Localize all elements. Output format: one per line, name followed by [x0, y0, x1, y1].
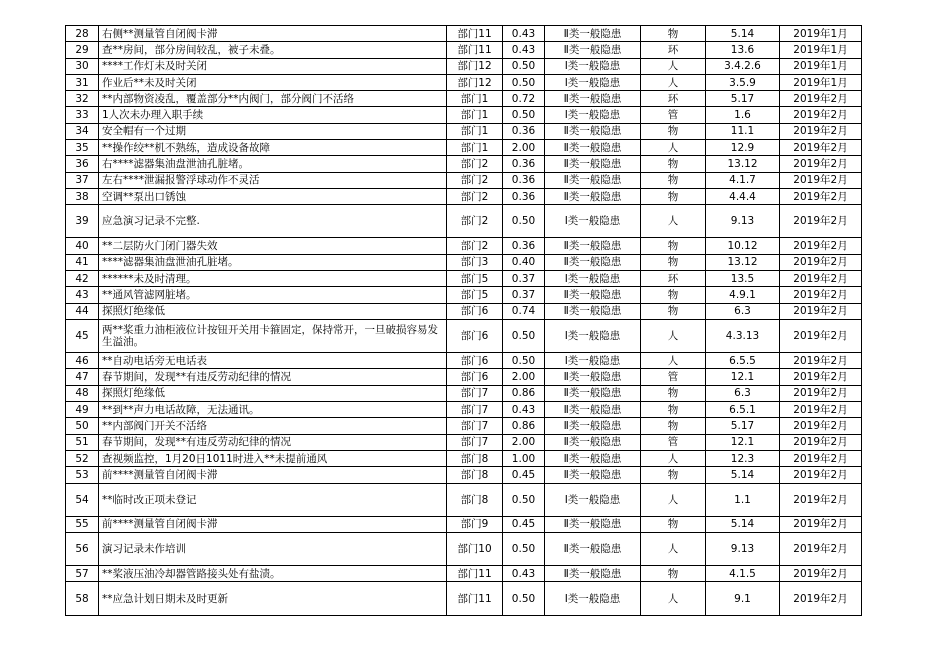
- score[interactable]: 0.74: [503, 303, 545, 319]
- table-row: [66, 91, 862, 107]
- row-number[interactable]: 37: [66, 172, 99, 188]
- hazard-description[interactable]: 空调**泵出口锈蚀: [99, 188, 447, 204]
- hazard-type[interactable]: 人: [641, 58, 706, 74]
- hazard-level[interactable]: Ⅱ类一般隐患: [545, 516, 641, 532]
- hazard-description[interactable]: 前****测量管自闭阀卡滞: [99, 467, 447, 483]
- score[interactable]: 0.50: [503, 205, 545, 238]
- department[interactable]: 部门9: [447, 516, 503, 532]
- hazard-table-body: [66, 26, 862, 616]
- hazard-description[interactable]: ******未及时清理。: [99, 271, 447, 287]
- clause-number[interactable]: 4.1.7: [706, 172, 780, 188]
- hazard-type[interactable]: 物: [641, 402, 706, 418]
- clause-number[interactable]: 9.1: [706, 582, 780, 615]
- score[interactable]: 0.45: [503, 467, 545, 483]
- hazard-description[interactable]: 春节期间，发现**有违反劳动纪律的情况: [99, 369, 447, 385]
- hazard-description[interactable]: **内部物资凌乱，覆盖部分**内阀门，部分阀门不活络: [99, 91, 447, 107]
- department[interactable]: 部门2: [447, 156, 503, 172]
- hazard-level[interactable]: Ⅱ类一般隐患: [545, 26, 641, 42]
- clause-number[interactable]: 11.1: [706, 123, 780, 139]
- table-row: [66, 369, 862, 385]
- hazard-description[interactable]: **桨液压油冷却器管路接头处有盐渍。: [99, 566, 447, 582]
- row-number[interactable]: 31: [66, 74, 99, 90]
- hazard-description[interactable]: 左右****泄漏报警浮球动作不灵活: [99, 172, 447, 188]
- month[interactable]: 2019年2月: [780, 532, 862, 565]
- hazard-level[interactable]: Ⅱ类一般隐患: [545, 434, 641, 450]
- table-row: [66, 188, 862, 204]
- hazard-level[interactable]: Ⅰ类一般隐患: [545, 483, 641, 516]
- clause-number[interactable]: 5.14: [706, 26, 780, 42]
- hazard-type[interactable]: 物: [641, 254, 706, 270]
- table-row: [66, 123, 862, 139]
- month[interactable]: 2019年2月: [780, 287, 862, 303]
- month[interactable]: 2019年2月: [780, 582, 862, 615]
- table-row: [66, 287, 862, 303]
- score[interactable]: 0.50: [503, 107, 545, 123]
- hazard-level[interactable]: Ⅱ类一般隐患: [545, 42, 641, 58]
- month[interactable]: 2019年2月: [780, 434, 862, 450]
- row-number[interactable]: 34: [66, 123, 99, 139]
- month[interactable]: 2019年2月: [780, 238, 862, 254]
- table-row: [66, 319, 862, 352]
- department[interactable]: 部门8: [447, 467, 503, 483]
- month[interactable]: 2019年2月: [780, 353, 862, 369]
- department[interactable]: 部门7: [447, 418, 503, 434]
- row-number[interactable]: 33: [66, 107, 99, 123]
- hazard-description[interactable]: **应急计划日期未及时更新: [99, 582, 447, 615]
- hazard-type[interactable]: 物: [641, 516, 706, 532]
- hazard-level[interactable]: Ⅱ类一般隐患: [545, 303, 641, 319]
- department[interactable]: 部门1: [447, 91, 503, 107]
- row-number[interactable]: 50: [66, 418, 99, 434]
- table-row: [66, 74, 862, 90]
- table-row: [66, 172, 862, 188]
- hazard-description[interactable]: ****滤器集油盘泄油孔脏堵。: [99, 254, 447, 270]
- hazard-description[interactable]: 探照灯绝缘低: [99, 385, 447, 401]
- table-row: [66, 107, 862, 123]
- score[interactable]: 0.50: [503, 74, 545, 90]
- row-number[interactable]: 38: [66, 188, 99, 204]
- score[interactable]: 0.50: [503, 532, 545, 565]
- hazard-level[interactable]: Ⅰ类一般隐患: [545, 353, 641, 369]
- row-number[interactable]: 57: [66, 566, 99, 582]
- hazard-description[interactable]: 春节期间，发现**有违反劳动纪律的情况: [99, 434, 447, 450]
- department[interactable]: 部门6: [447, 369, 503, 385]
- row-number[interactable]: 28: [66, 26, 99, 42]
- table-row: [66, 254, 862, 270]
- score[interactable]: 0.37: [503, 287, 545, 303]
- clause-number[interactable]: 5.17: [706, 418, 780, 434]
- month[interactable]: 2019年2月: [780, 271, 862, 287]
- score[interactable]: 0.43: [503, 402, 545, 418]
- department[interactable]: 部门11: [447, 42, 503, 58]
- month[interactable]: 2019年1月: [780, 26, 862, 42]
- department[interactable]: 部门1: [447, 107, 503, 123]
- hazard-level[interactable]: Ⅱ类一般隐患: [545, 385, 641, 401]
- department[interactable]: 部门2: [447, 205, 503, 238]
- score[interactable]: 0.37: [503, 271, 545, 287]
- table-row: [66, 205, 862, 238]
- hazard-level[interactable]: Ⅱ类一般隐患: [545, 123, 641, 139]
- hazard-type[interactable]: 环: [641, 42, 706, 58]
- score[interactable]: 0.50: [503, 582, 545, 615]
- table-row: [66, 516, 862, 532]
- hazard-type[interactable]: 环: [641, 91, 706, 107]
- table-row: [66, 303, 862, 319]
- row-number[interactable]: 44: [66, 303, 99, 319]
- hazard-type[interactable]: 物: [641, 156, 706, 172]
- row-number[interactable]: 35: [66, 140, 99, 156]
- score[interactable]: 2.00: [503, 434, 545, 450]
- hazard-type[interactable]: 物: [641, 188, 706, 204]
- clause-number[interactable]: 5.14: [706, 467, 780, 483]
- hazard-type[interactable]: 管: [641, 107, 706, 123]
- hazard-level[interactable]: Ⅱ类一般隐患: [545, 140, 641, 156]
- month[interactable]: 2019年2月: [780, 418, 862, 434]
- clause-number[interactable]: 13.6: [706, 42, 780, 58]
- hazard-level[interactable]: Ⅰ类一般隐患: [545, 58, 641, 74]
- hazard-description[interactable]: 作业后**未及时关闭: [99, 74, 447, 90]
- table-row: [66, 450, 862, 466]
- clause-number[interactable]: 12.1: [706, 369, 780, 385]
- score[interactable]: 1.00: [503, 450, 545, 466]
- clause-number[interactable]: 6.3: [706, 385, 780, 401]
- score[interactable]: 0.43: [503, 26, 545, 42]
- month[interactable]: 2019年2月: [780, 156, 862, 172]
- department[interactable]: 部门5: [447, 271, 503, 287]
- hazard-level[interactable]: Ⅰ类一般隐患: [545, 205, 641, 238]
- row-number[interactable]: 46: [66, 353, 99, 369]
- hazard-type[interactable]: 物: [641, 172, 706, 188]
- table-row: [66, 58, 862, 74]
- row-number[interactable]: 42: [66, 271, 99, 287]
- clause-number[interactable]: 12.1: [706, 434, 780, 450]
- table-row: [66, 156, 862, 172]
- hazard-description[interactable]: 右侧**测量管自闭阀卡滞: [99, 26, 447, 42]
- clause-number[interactable]: 13.12: [706, 254, 780, 270]
- clause-number[interactable]: 4.4.4: [706, 188, 780, 204]
- score[interactable]: 2.00: [503, 369, 545, 385]
- row-number[interactable]: 29: [66, 42, 99, 58]
- department[interactable]: 部门6: [447, 319, 503, 352]
- row-number[interactable]: 56: [66, 532, 99, 565]
- month[interactable]: 2019年1月: [780, 42, 862, 58]
- score[interactable]: 0.86: [503, 418, 545, 434]
- month[interactable]: 2019年2月: [780, 205, 862, 238]
- hazard-type[interactable]: 人: [641, 319, 706, 352]
- score[interactable]: 0.50: [503, 353, 545, 369]
- hazard-level[interactable]: Ⅱ类一般隐患: [545, 254, 641, 270]
- hazard-type[interactable]: 人: [641, 582, 706, 615]
- hazard-level[interactable]: Ⅰ类一般隐患: [545, 107, 641, 123]
- hazard-level[interactable]: Ⅰ类一般隐患: [545, 319, 641, 352]
- hazard-level[interactable]: Ⅱ类一般隐患: [545, 402, 641, 418]
- hazard-description[interactable]: 前****测量管自闭阀卡滞: [99, 516, 447, 532]
- clause-number[interactable]: 4.9.1: [706, 287, 780, 303]
- hazard-level[interactable]: Ⅱ类一般隐患: [545, 91, 641, 107]
- row-number[interactable]: 51: [66, 434, 99, 450]
- hazard-table: [65, 25, 862, 616]
- hazard-type[interactable]: 人: [641, 450, 706, 466]
- month[interactable]: 2019年2月: [780, 319, 862, 352]
- clause-number[interactable]: 12.3: [706, 450, 780, 466]
- hazard-level[interactable]: Ⅱ类一般隐患: [545, 566, 641, 582]
- department[interactable]: 部门5: [447, 287, 503, 303]
- hazard-type[interactable]: 物: [641, 123, 706, 139]
- hazard-type[interactable]: 管: [641, 369, 706, 385]
- score[interactable]: 0.50: [503, 483, 545, 516]
- department[interactable]: 部门11: [447, 566, 503, 582]
- table-row: [66, 140, 862, 156]
- month[interactable]: 2019年2月: [780, 402, 862, 418]
- row-number[interactable]: 55: [66, 516, 99, 532]
- department[interactable]: 部门2: [447, 172, 503, 188]
- clause-number[interactable]: 1.1: [706, 483, 780, 516]
- department[interactable]: 部门6: [447, 303, 503, 319]
- clause-number[interactable]: 13.5: [706, 271, 780, 287]
- hazard-level[interactable]: Ⅱ类一般隐患: [545, 532, 641, 565]
- department[interactable]: 部门2: [447, 238, 503, 254]
- hazard-type[interactable]: 环: [641, 271, 706, 287]
- hazard-description[interactable]: **操作绞**机不熟练，造成设备故障: [99, 140, 447, 156]
- hazard-type[interactable]: 人: [641, 353, 706, 369]
- month[interactable]: 2019年2月: [780, 385, 862, 401]
- hazard-type[interactable]: 物: [641, 26, 706, 42]
- hazard-type[interactable]: 物: [641, 238, 706, 254]
- clause-number[interactable]: 10.12: [706, 238, 780, 254]
- hazard-level[interactable]: Ⅱ类一般隐患: [545, 156, 641, 172]
- row-number[interactable]: 36: [66, 156, 99, 172]
- score[interactable]: 0.36: [503, 123, 545, 139]
- department[interactable]: 部门6: [447, 353, 503, 369]
- score[interactable]: 0.43: [503, 566, 545, 582]
- hazard-type[interactable]: 人: [641, 205, 706, 238]
- clause-number[interactable]: 3.4.2.6: [706, 58, 780, 74]
- hazard-description[interactable]: **内部阀门开关不活络: [99, 418, 447, 434]
- hazard-description[interactable]: **到**声力电话故障，无法通讯。: [99, 402, 447, 418]
- clause-number[interactable]: 3.5.9: [706, 74, 780, 90]
- clause-number[interactable]: 6.5.5: [706, 353, 780, 369]
- hazard-type[interactable]: 人: [641, 74, 706, 90]
- row-number[interactable]: 54: [66, 483, 99, 516]
- score[interactable]: 0.36: [503, 188, 545, 204]
- department[interactable]: 部门1: [447, 123, 503, 139]
- hazard-level[interactable]: Ⅱ类一般隐患: [545, 172, 641, 188]
- hazard-type[interactable]: 物: [641, 418, 706, 434]
- row-number[interactable]: 45: [66, 319, 99, 352]
- month[interactable]: 2019年1月: [780, 74, 862, 90]
- score[interactable]: 0.86: [503, 385, 545, 401]
- hazard-type[interactable]: 管: [641, 434, 706, 450]
- department[interactable]: 部门12: [447, 74, 503, 90]
- month[interactable]: 2019年2月: [780, 566, 862, 582]
- clause-number[interactable]: 5.14: [706, 516, 780, 532]
- hazard-type[interactable]: 人: [641, 532, 706, 565]
- row-number[interactable]: 40: [66, 238, 99, 254]
- clause-number[interactable]: 1.6: [706, 107, 780, 123]
- department[interactable]: 部门12: [447, 58, 503, 74]
- month[interactable]: 2019年2月: [780, 254, 862, 270]
- table-row: [66, 467, 862, 483]
- month[interactable]: 2019年2月: [780, 303, 862, 319]
- hazard-type[interactable]: 物: [641, 303, 706, 319]
- row-number[interactable]: 53: [66, 467, 99, 483]
- hazard-type[interactable]: 物: [641, 467, 706, 483]
- row-number[interactable]: 39: [66, 205, 99, 238]
- hazard-description[interactable]: 安全帽有一个过期: [99, 123, 447, 139]
- month[interactable]: 2019年2月: [780, 467, 862, 483]
- month[interactable]: 2019年2月: [780, 450, 862, 466]
- score[interactable]: 0.36: [503, 238, 545, 254]
- hazard-type[interactable]: 人: [641, 483, 706, 516]
- month[interactable]: 2019年2月: [780, 140, 862, 156]
- row-number[interactable]: 32: [66, 91, 99, 107]
- hazard-description[interactable]: **通风管滤网脏堵。: [99, 287, 447, 303]
- hazard-level[interactable]: Ⅰ类一般隐患: [545, 74, 641, 90]
- hazard-description[interactable]: 探照灯绝缘低: [99, 303, 447, 319]
- month[interactable]: 2019年2月: [780, 483, 862, 516]
- department[interactable]: 部门1: [447, 140, 503, 156]
- department[interactable]: 部门7: [447, 434, 503, 450]
- hazard-description[interactable]: ****工作灯未及时关闭: [99, 58, 447, 74]
- clause-number[interactable]: 12.9: [706, 140, 780, 156]
- hazard-description[interactable]: **二层防火门闭门器失效: [99, 238, 447, 254]
- clause-number[interactable]: 9.13: [706, 205, 780, 238]
- month[interactable]: 2019年2月: [780, 123, 862, 139]
- hazard-description[interactable]: **自动电话旁无电话表: [99, 353, 447, 369]
- hazard-description[interactable]: 查视频监控，1月20日1011时进入**未提前通风: [99, 450, 447, 466]
- hazard-description[interactable]: 查**房间，部分房间较乱，被子未叠。: [99, 42, 447, 58]
- clause-number[interactable]: 9.13: [706, 532, 780, 565]
- row-number[interactable]: 52: [66, 450, 99, 466]
- table-row: [66, 385, 862, 401]
- department[interactable]: 部门7: [447, 402, 503, 418]
- clause-number[interactable]: 5.17: [706, 91, 780, 107]
- score[interactable]: 0.45: [503, 516, 545, 532]
- month[interactable]: 2019年2月: [780, 107, 862, 123]
- table-row: [66, 566, 862, 582]
- department[interactable]: 部门7: [447, 385, 503, 401]
- table-row: [66, 532, 862, 565]
- hazard-level[interactable]: Ⅱ类一般隐患: [545, 188, 641, 204]
- table-row: [66, 26, 862, 42]
- table-row: [66, 483, 862, 516]
- table-row: [66, 238, 862, 254]
- hazard-level[interactable]: Ⅱ类一般隐患: [545, 238, 641, 254]
- row-number[interactable]: 41: [66, 254, 99, 270]
- table-row: [66, 353, 862, 369]
- month[interactable]: 2019年2月: [780, 172, 862, 188]
- hazard-level[interactable]: Ⅰ类一般隐患: [545, 271, 641, 287]
- hazard-level[interactable]: Ⅱ类一般隐患: [545, 369, 641, 385]
- hazard-description[interactable]: 1人次未办理入职手续: [99, 107, 447, 123]
- table-row: [66, 418, 862, 434]
- score[interactable]: 0.36: [503, 156, 545, 172]
- hazard-level[interactable]: Ⅱ类一般隐患: [545, 418, 641, 434]
- month[interactable]: 2019年1月: [780, 58, 862, 74]
- hazard-description[interactable]: 两**桨重力油柜液位计按钮开关用卡箍固定，保持常开，一旦破损容易发生溢油。: [99, 319, 447, 352]
- row-number[interactable]: 58: [66, 582, 99, 615]
- clause-number[interactable]: 4.1.5: [706, 566, 780, 582]
- score[interactable]: 2.00: [503, 140, 545, 156]
- department[interactable]: 部门3: [447, 254, 503, 270]
- row-number[interactable]: 43: [66, 287, 99, 303]
- hazard-description[interactable]: 演习记录未作培训: [99, 532, 447, 565]
- department[interactable]: 部门8: [447, 483, 503, 516]
- score[interactable]: 0.40: [503, 254, 545, 270]
- clause-number[interactable]: 6.5.1: [706, 402, 780, 418]
- row-number[interactable]: 49: [66, 402, 99, 418]
- score[interactable]: 0.43: [503, 42, 545, 58]
- table-row: [66, 42, 862, 58]
- score[interactable]: 0.50: [503, 319, 545, 352]
- hazard-level[interactable]: Ⅱ类一般隐患: [545, 450, 641, 466]
- hazard-description[interactable]: **临时改正项未登记: [99, 483, 447, 516]
- month[interactable]: 2019年2月: [780, 516, 862, 532]
- hazard-level[interactable]: Ⅱ类一般隐患: [545, 467, 641, 483]
- month[interactable]: 2019年2月: [780, 188, 862, 204]
- score[interactable]: 0.72: [503, 91, 545, 107]
- department[interactable]: 部门11: [447, 26, 503, 42]
- department[interactable]: 部门2: [447, 188, 503, 204]
- hazard-type[interactable]: 物: [641, 566, 706, 582]
- department[interactable]: 部门8: [447, 450, 503, 466]
- hazard-description[interactable]: 右****滤器集油盘泄油孔脏堵。: [99, 156, 447, 172]
- hazard-level[interactable]: Ⅰ类一般隐患: [545, 582, 641, 615]
- clause-number[interactable]: 6.3: [706, 303, 780, 319]
- month[interactable]: 2019年2月: [780, 369, 862, 385]
- department[interactable]: 部门10: [447, 532, 503, 565]
- table-row: [66, 271, 862, 287]
- hazard-description[interactable]: 应急演习记录不完整.: [99, 205, 447, 238]
- score[interactable]: 0.50: [503, 58, 545, 74]
- table-row: [66, 434, 862, 450]
- row-number[interactable]: 48: [66, 385, 99, 401]
- score[interactable]: 0.36: [503, 172, 545, 188]
- row-number[interactable]: 30: [66, 58, 99, 74]
- hazard-level[interactable]: Ⅱ类一般隐患: [545, 287, 641, 303]
- department[interactable]: 部门11: [447, 582, 503, 615]
- month[interactable]: 2019年2月: [780, 91, 862, 107]
- clause-number[interactable]: 13.12: [706, 156, 780, 172]
- row-number[interactable]: 47: [66, 369, 99, 385]
- clause-number[interactable]: 4.3.13: [706, 319, 780, 352]
- hazard-type[interactable]: 物: [641, 287, 706, 303]
- table-row: [66, 582, 862, 615]
- table-row: [66, 402, 862, 418]
- hazard-type[interactable]: 人: [641, 140, 706, 156]
- hazard-type[interactable]: 物: [641, 385, 706, 401]
